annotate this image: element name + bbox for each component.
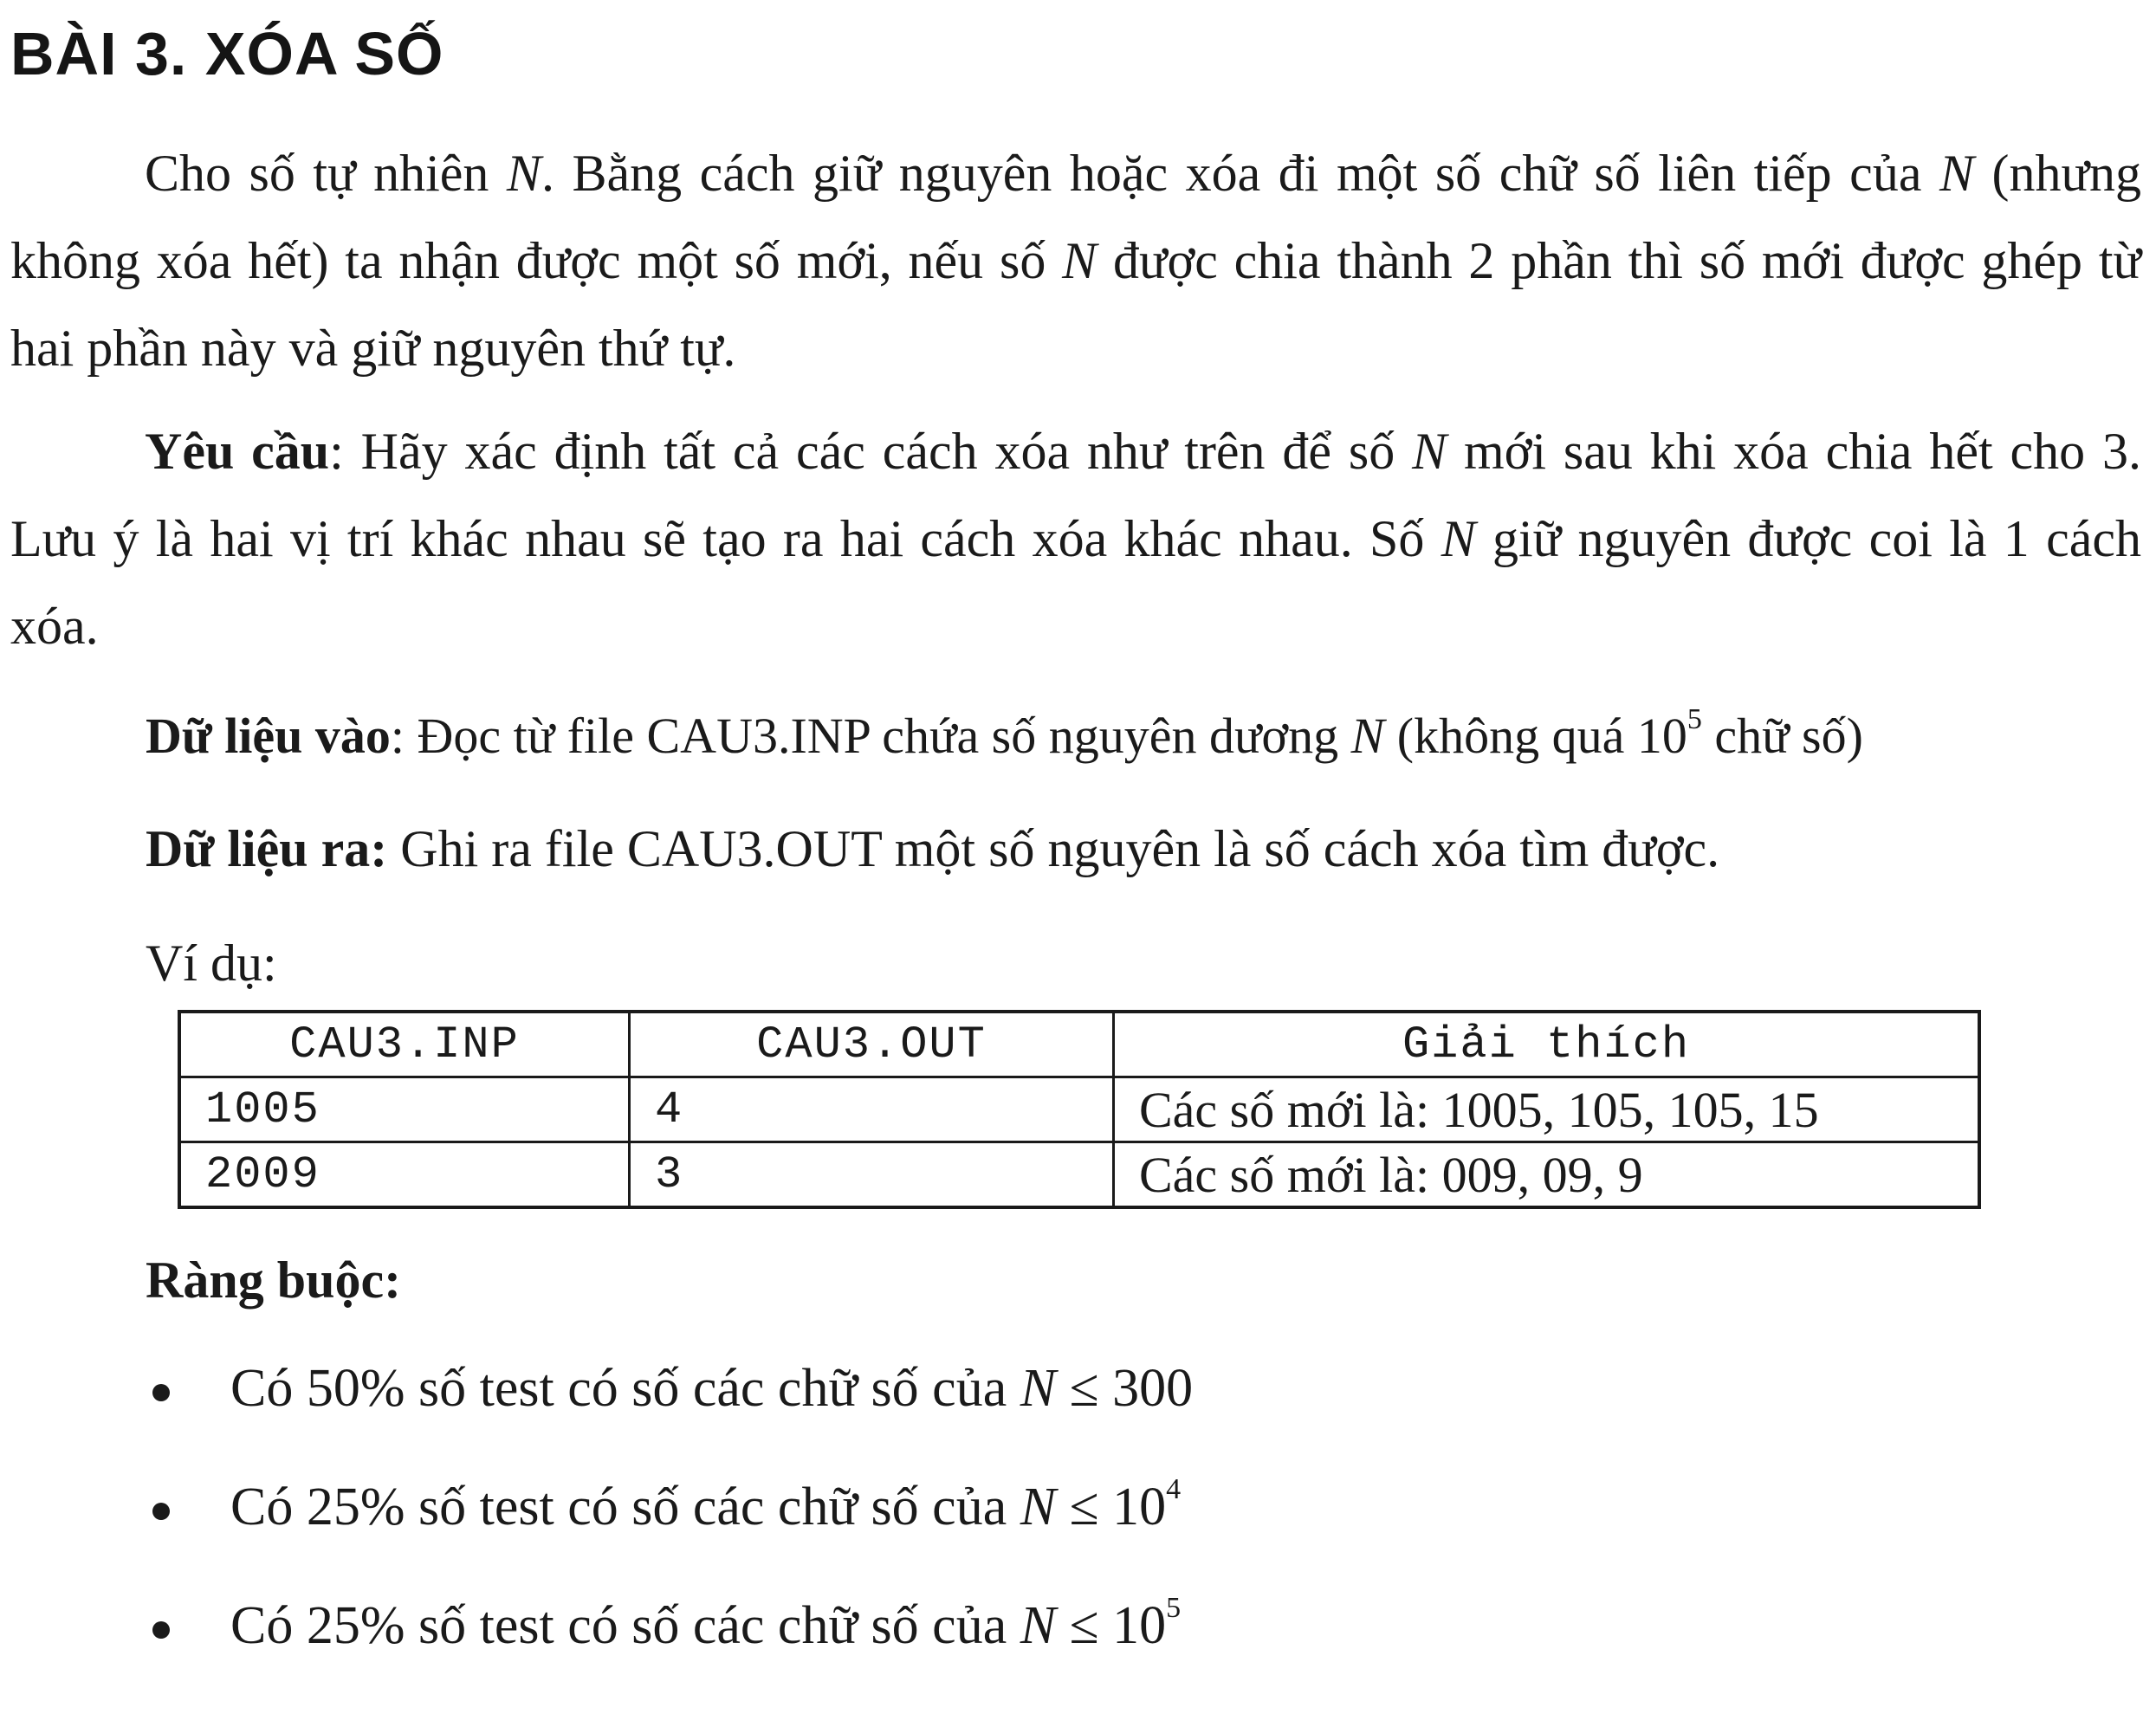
- problem-title: BÀI 3. XÓA SỐ: [10, 20, 444, 87]
- constraints-label: Ràng buộc:: [146, 1252, 402, 1309]
- requirement-label: Yêu cầu: [145, 423, 330, 480]
- output-spec: Dữ liệu ra: Ghi ra file CAU3.OUT một số nguyên là số cách xóa tìm được.: [146, 820, 1720, 877]
- bullet-icon: [152, 1384, 170, 1401]
- output-label: Dữ liệu ra:: [146, 820, 388, 877]
- var-n: N: [1939, 145, 1974, 202]
- bullet-icon: [152, 1503, 170, 1520]
- input-label: Dữ liệu vào: [146, 708, 391, 764]
- cell-output: 4: [630, 1077, 1114, 1142]
- cell-output: 3: [630, 1142, 1114, 1208]
- requirement-paragraph: Yêu cầu: Hãy xác định tất cả các cách xóa như trên để số N mới sau khi xóa chia hết cho 3. Lưu ý là hai vị trí khác nhau sẽ tạo ra hai cách xóa khác nhau. Số N giữ nguyên được coi là 1 cách xóa.: [10, 423, 2142, 655]
- intro-paragraph: Cho số tự nhiên N. Bằng cách giữ nguyên hoặc xóa đi một số chữ số liên tiếp của N (nhưng không xóa hết) ta nhận được một số mới, nếu số N được chia thành 2 phần thì số mới được ghép từ hai phần này và giữ nguyên thứ tự.: [10, 145, 2142, 377]
- header-input: CAU3.INP: [179, 1012, 630, 1077]
- constraints-list: [146, 1358, 1193, 1714]
- var-n: N: [1350, 708, 1385, 764]
- cell-explanation: Các số mới là: 1005, 105, 105, 15: [1114, 1077, 1980, 1142]
- cell-explanation: Các số mới là: 009, 09, 9: [1114, 1142, 1980, 1208]
- header-output: CAU3.OUT: [630, 1012, 1114, 1077]
- exponent: 4: [1166, 1473, 1182, 1505]
- cell-input: 2009: [179, 1142, 630, 1208]
- example-label: Ví dụ:: [146, 935, 277, 992]
- example-table: [178, 1010, 1981, 1209]
- var-n: N: [1441, 510, 1476, 567]
- table-row: [179, 1077, 1979, 1142]
- table-row: [179, 1142, 1979, 1208]
- var-n: N: [1020, 1359, 1057, 1418]
- list-item: Có 25% số test có số các chữ số của $N \le 10^4$: [146, 1477, 1193, 1595]
- var-n: N: [1412, 423, 1447, 480]
- input-spec: Dữ liệu vào: Đọc từ file CAU3.INP chứa số nguyên dương N (không quá $10^5$ chữ số): [146, 703, 1863, 764]
- var-n: N: [506, 145, 541, 202]
- list-item: Có 50% số test có số các chữ số của N ≤ 300: [146, 1358, 1193, 1477]
- var-n: N: [1020, 1596, 1057, 1655]
- table-header-row: [179, 1012, 1979, 1077]
- var-n: N: [1020, 1478, 1057, 1536]
- var-n: N: [1062, 232, 1097, 289]
- exponent: 5: [1687, 703, 1702, 735]
- cell-input: 1005: [179, 1077, 630, 1142]
- exponent: 5: [1166, 1592, 1182, 1624]
- list-item: Có 25% số test có số các chữ số của $N \le 10^5$: [146, 1595, 1193, 1714]
- header-explanation: Giải thích: [1114, 1012, 1980, 1077]
- bullet-icon: [152, 1621, 170, 1639]
